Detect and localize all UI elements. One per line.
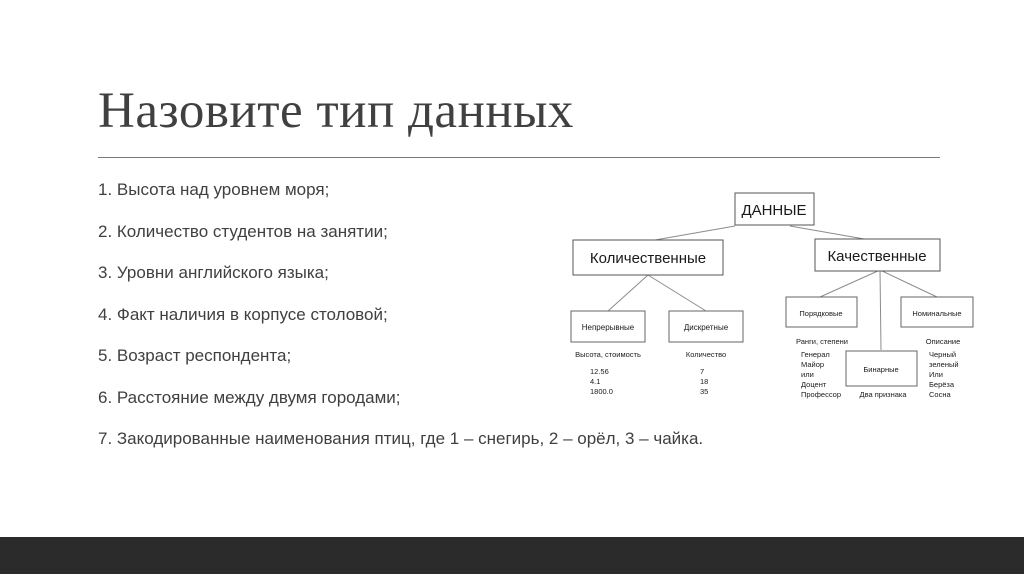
nominal-caption: Описание xyxy=(925,337,961,346)
ordinal-example: Профессор xyxy=(801,390,842,399)
question-item: 3. Уровни английского языка; xyxy=(98,263,329,282)
question-item: 6. Расстояние между двумя городами; xyxy=(98,387,401,407)
nominal-example: Сосна xyxy=(929,390,951,399)
slide-title: Назовите тип данных xyxy=(98,83,574,139)
question-item: 4. Факт наличия в корпусе столовой; xyxy=(98,304,388,324)
ordinal-label: Порядковые xyxy=(799,309,843,318)
discrete-example: 35 xyxy=(700,387,709,396)
continuous-example: 4.1 xyxy=(590,377,601,386)
continuous-example: 1800.0 xyxy=(590,387,613,396)
discrete-example: 18 xyxy=(700,377,709,386)
nominal-example: Берёза xyxy=(929,380,955,389)
question-item: 1. Высота над уровнем моря; xyxy=(98,180,330,199)
continuous-caption: Высота, стоимость xyxy=(575,350,641,359)
discrete-example: 7 xyxy=(700,367,705,376)
ordinal-caption: Ранги, степени xyxy=(796,337,848,346)
continuous-label: Непрерывные xyxy=(581,323,635,332)
question-item: 5. Возраст респондента; xyxy=(98,346,292,365)
nominal-example: Черный xyxy=(929,350,957,359)
discrete-caption: Количество xyxy=(685,350,727,359)
nominal-example: зеленый xyxy=(929,360,959,369)
quantitative-label: Количественные xyxy=(589,250,707,267)
qualitative-label: Качественные xyxy=(827,248,927,265)
footer-bar xyxy=(0,537,1024,574)
ordinal-example: или xyxy=(801,370,814,379)
ordinal-example: Доцент xyxy=(801,380,827,389)
question-item: 7. Закодированные наименования птиц, где 1 – снегирь, 2 – орёл, 3 – чайка. xyxy=(98,429,704,448)
root-label: ДАННЫЕ xyxy=(741,202,807,219)
binary-label: Бинарные xyxy=(863,365,899,374)
binary-caption: Два признака xyxy=(859,390,907,399)
nominal-example: Или xyxy=(929,370,943,379)
ordinal-example: Генерал xyxy=(801,350,830,359)
ordinal-example: Майор xyxy=(801,360,825,369)
question-item: 2. Количество студентов на занятии; xyxy=(98,221,388,241)
continuous-example: 12.56 xyxy=(590,367,609,376)
discrete-label: Дискретные xyxy=(683,323,729,332)
nominal-label: Номинальные xyxy=(912,309,962,318)
